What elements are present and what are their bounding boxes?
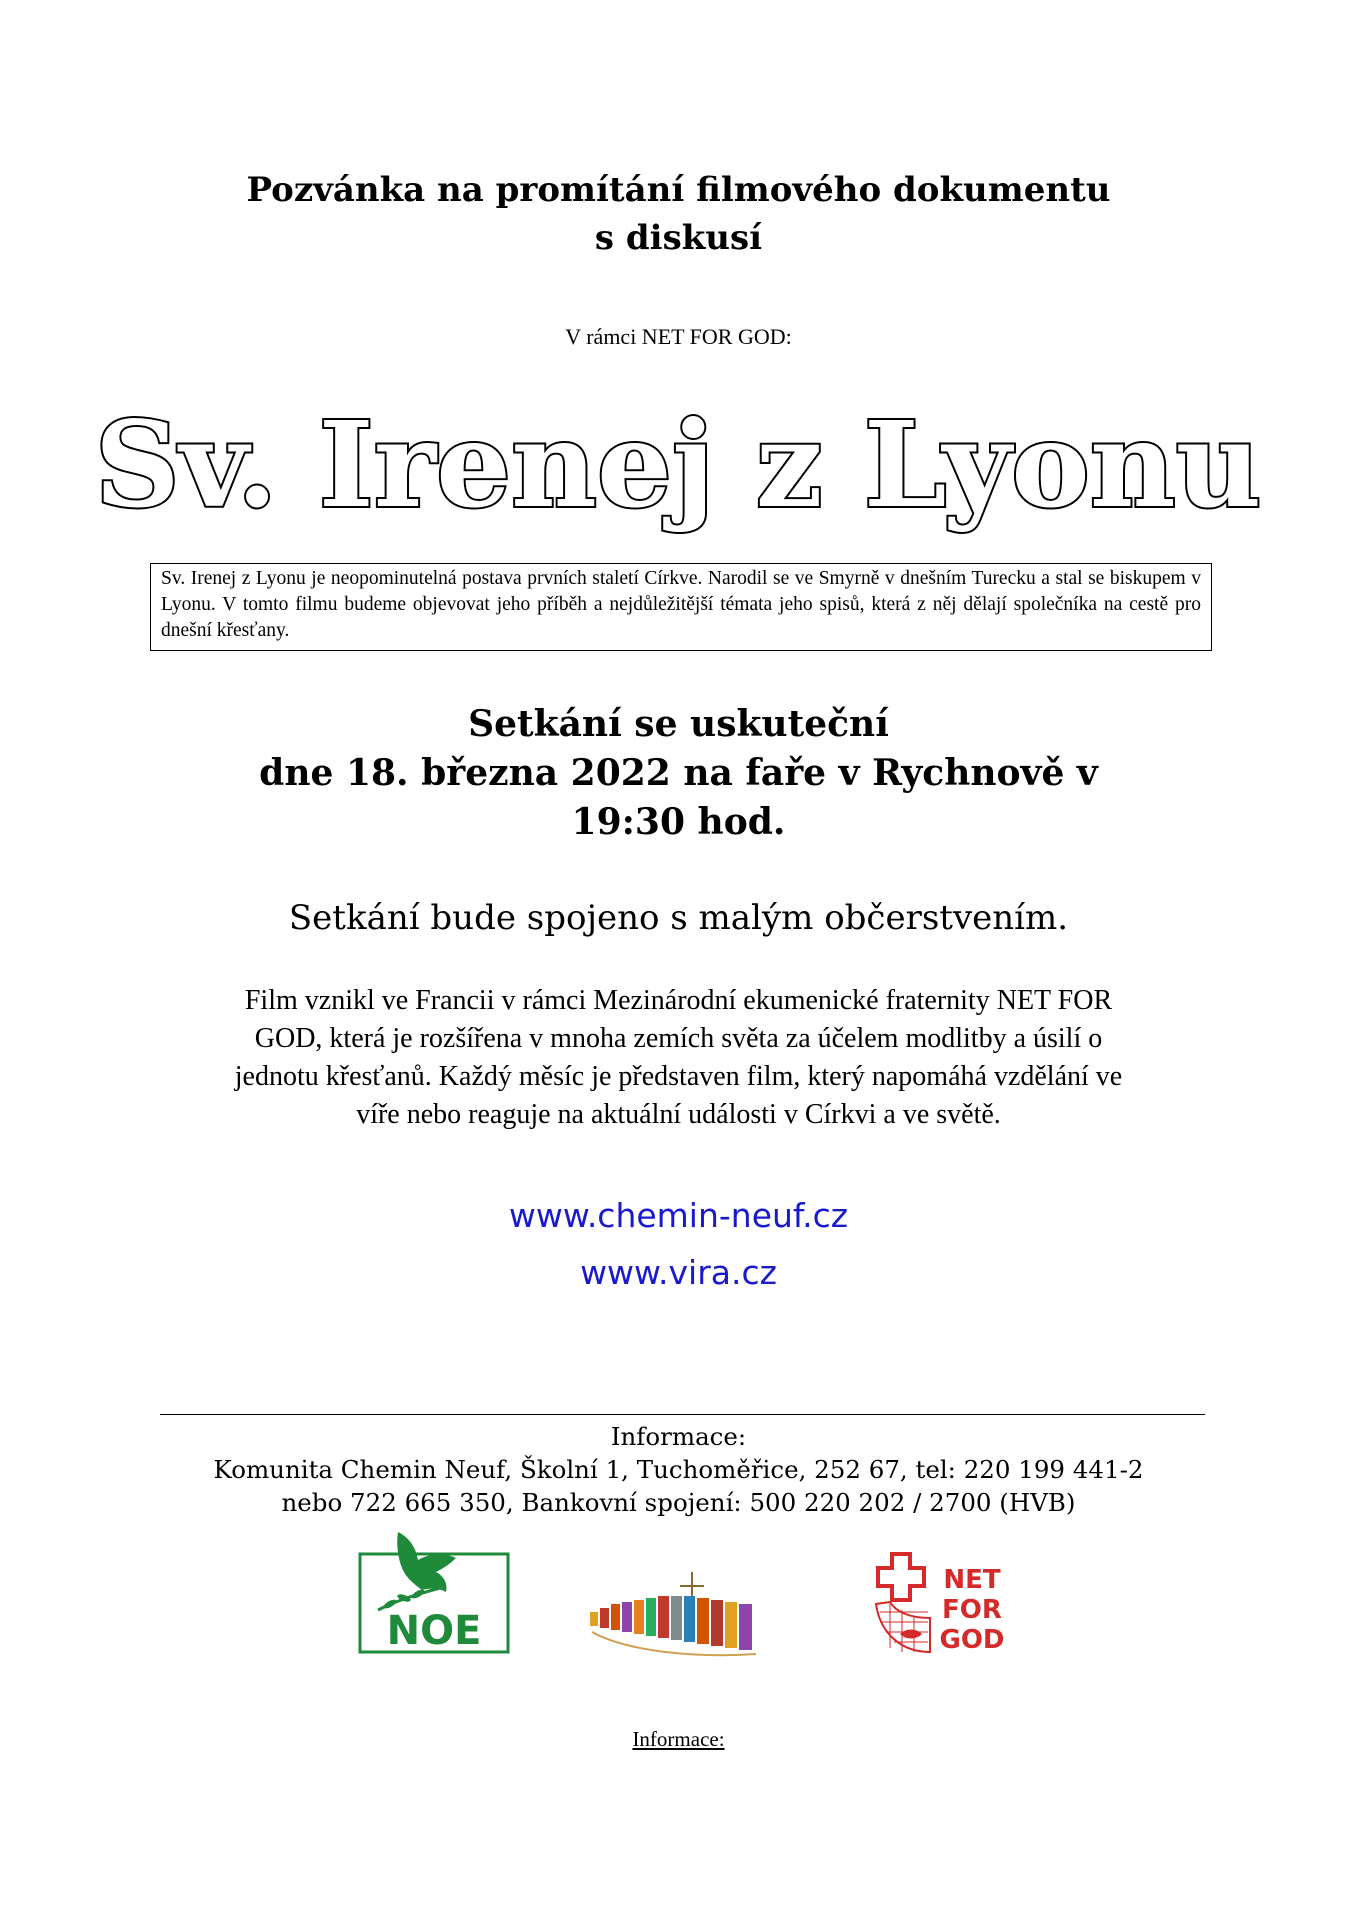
about-paragraph <box>0 982 1357 1134</box>
main-title-text: Sv. Irenej z Lyonu <box>94 395 1262 534</box>
main-title <box>0 388 1357 548</box>
meeting-line-1: Setkání se uskuteční <box>468 703 889 745</box>
contact-info <box>0 1420 1357 1519</box>
about-line-3: jednotu křesťanů. Každý měsíc je představen film, který napomáhá vzdělání ve <box>234 1061 1123 1092</box>
about-line-2: GOD, která je rozšířena v mnoha zemích světa za účelem modlitby a úsilí o <box>254 1023 1103 1054</box>
link-chemin-neuf[interactable]: www.chemin-neuf.cz <box>508 1196 849 1235</box>
contact-line-2: nebo 722 665 350, Bankovní spojení: 500 220 202 / 2700 (HVB) <box>281 1488 1076 1517</box>
invitation-heading <box>0 166 1357 262</box>
about-line-4: víře nebo reaguje na aktuální události v Církvi a ve světě. <box>356 1099 1001 1130</box>
contact-label: Informace: <box>610 1422 747 1451</box>
description-box: Sv. Irenej z Lyonu je neopominutelná postava prvních staletí Církve. Narodil se ve Smyrně v dnešním Turecku a stal se biskupem v Lyonu. V tomto filmu budeme objevovat jeho příběh a nejdůležitější témata jeho spisů, která z něj dělají společníka na cestě pro dnešní křesťany. <box>150 563 1212 651</box>
fish-icon <box>900 1630 922 1639</box>
nfg-line-2: FOR <box>942 1595 1002 1625</box>
divider-line <box>160 1414 1205 1415</box>
pilgrims-logo <box>588 1572 760 1662</box>
meeting-line-3: 19:30 hod. <box>571 801 786 843</box>
net-icon <box>876 1602 930 1652</box>
refreshments-note: Setkání bude spojeno s malým občerstvením. <box>288 898 1069 938</box>
dove-icon <box>397 1532 456 1592</box>
footer-info-label: Informace: <box>632 1727 725 1751</box>
about-line-1: Film vznikl ve Francii v rámci Mezinárodní ekumenické fraternity NET FOR <box>244 985 1113 1016</box>
noe-logo <box>358 1528 510 1656</box>
netforgod-logo <box>870 1552 1020 1662</box>
meeting-line-2: dne 18. března 2022 na faře v Rychnově v <box>259 752 1098 794</box>
contact-line-1: Komunita Chemin Neuf, Školní 1, Tuchoměřice, 252 67, tel: 220 199 441-2 <box>213 1455 1144 1484</box>
meeting-info <box>0 700 1357 847</box>
nfg-line-1: NET <box>943 1565 1001 1595</box>
framework-label: V rámci NET FOR GOD: <box>565 324 792 349</box>
heading-line-2: s diskusí <box>594 218 763 258</box>
net-grid <box>880 1604 928 1652</box>
nfg-line-3: GOD <box>939 1625 1005 1655</box>
cross-icon <box>878 1554 924 1600</box>
link-vira[interactable]: www.vira.cz <box>580 1253 777 1292</box>
noe-logo-text: NOE <box>386 1608 482 1654</box>
heading-line-1: Pozvánka na promítání filmového dokumentu <box>246 170 1111 210</box>
